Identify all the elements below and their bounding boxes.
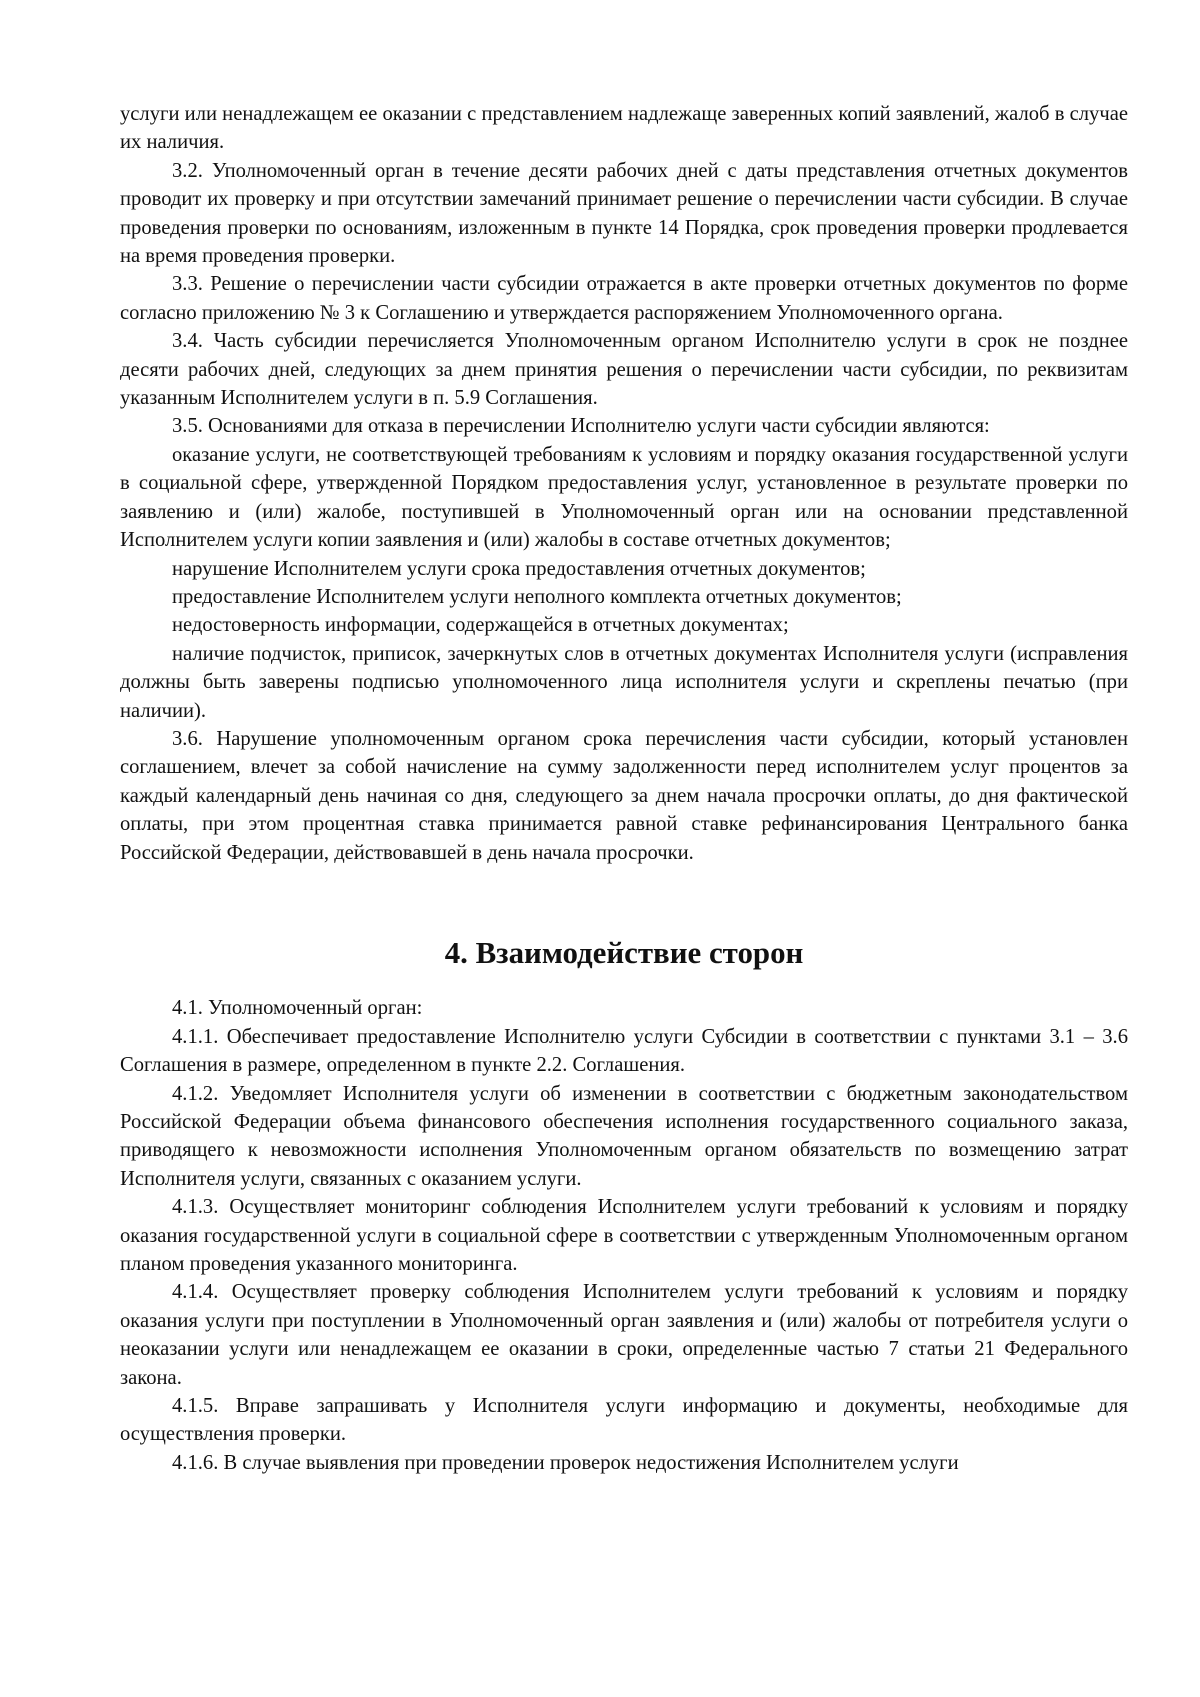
paragraph: услуги или ненадлежащем ее оказании с представлением надлежаще заверенных копий заявлений, жалоб в случае их наличия. bbox=[120, 103, 1128, 154]
section-3-continuation bbox=[120, 100, 1128, 867]
paragraph-4-1-5: 4.1.5. Вправе запрашивать у Исполнителя услуги информацию и документы, необходимые для осуществления проверки. bbox=[120, 1395, 1128, 1446]
paragraph-4-1-1: 4.1.1. Обеспечивает предоставление Исполнителю услуги Субсидии в соответствии с пунктами 3.1 – 3.6 Соглашения в размере, определенном в пункте 2.2. Соглашения. bbox=[120, 1025, 1128, 1077]
paragraph-4-1-2: 4.1.2. Уведомляет Исполнителя услуги об изменении в соответствии с бюджетным законодательством Российской Федерации объема финансового обеспечения исполнения государственного социального заказа, приводящего к невозможности исполнения Уполномоченным органом обязательств по возмещению затрат Исполнителя услуги, связанных с оказанием услуги. bbox=[120, 1082, 1128, 1190]
paragraph-3-4: 3.4. Часть субсидии перечисляется Уполномоченным органом Исполнителю услуги в срок не позднее десяти рабочих дней, следующих за днем принятия решения о перечислении части субсидии, по реквизитам указанным Исполнителем услуги в п. 5.9 Соглашения. bbox=[120, 330, 1128, 410]
paragraph-4-1-6: 4.1.6. В случае выявления при проведении проверок недостижения Исполнителем услуги bbox=[172, 1451, 959, 1474]
paragraph-4-1-4: 4.1.4. Осуществляет проверку соблюдения Исполнителем услуги требований к условиям и порядку оказания услуги при поступлении в Уполномоченный орган заявления и (или) жалобы от потребителя услуги о неоказании услуги или ненадлежащем ее оказании в сроки, определенные частью 7 статьи 21 Федерального закона. bbox=[120, 1281, 1128, 1389]
section-4 bbox=[120, 994, 1128, 1477]
list-item: недостоверность информации, содержащейся в отчетных документах; bbox=[172, 614, 789, 637]
paragraph-4-1: 4.1. Уполномоченный орган: bbox=[172, 997, 423, 1020]
section-heading: 4. Взаимодействие сторон bbox=[444, 934, 804, 970]
paragraph-4-1-3: 4.1.3. Осуществляет мониторинг соблюдения Исполнителем услуги требований к условиям и порядку оказания государственной услуги в социальной сфере в соответствии с утвержденным Уполномоченным органом планом проведения указанного мониторинга. bbox=[120, 1196, 1128, 1276]
paragraph-3-3: 3.3. Решение о перечислении части субсидии отражается в акте проверки отчетных документов по форме согласно приложению № 3 к Соглашению и утверждается распоряжением Уполномоченного органа. bbox=[120, 273, 1128, 324]
list-item: наличие подчисток, приписок, зачеркнутых слов в отчетных документах Исполнителя услуги (исправления должны быть заверены подписью уполномоченного лица исполнителя услуги и скреплены печатью (при наличии). bbox=[120, 642, 1128, 722]
list-item: оказание услуги, не соответствующей требованиям к условиям и порядку оказания государственной услуги в социальной сфере, утвержденной Порядком предоставления услуг, установленное в результате проверки по заявлению и (или) жалобе, поступившей в Уполномоченный орган или на основании представленной Исполнителем услуги копии заявления и (или) жалобы в составе отчетных документов; bbox=[120, 443, 1128, 552]
paragraph-3-6: 3.6. Нарушение уполномоченным органом срока перечисления части субсидии, который установлен соглашением, влечет за собой начисление на сумму задолженности перед исполнителем услуг процентов за каждый календарный день начиная со дня, следующего за днем начала просрочки оплаты, до дня фактической оплаты, при этом процентная ставка принимается равной ставке рефинансирования Центрального банка Российской Федерации, действовавшей в день начала просрочки. bbox=[120, 727, 1128, 864]
paragraph-3-2: 3.2. Уполномоченный орган в течение десяти рабочих дней с даты представления отчетных документов проводит их проверку и при отсутствии замечаний принимает решение о перечислении части субсидии. В случае проведения проверки по основаниям, изложенным в пункте 14 Порядка, срок проведения проверки продлевается на время проведения проверки. bbox=[120, 159, 1128, 268]
list-item: предоставление Исполнителем услуги неполного комплекта отчетных документов; bbox=[172, 585, 902, 608]
list-item: нарушение Исполнителем услуги срока предоставления отчетных документов; bbox=[172, 557, 866, 580]
document-page bbox=[120, 100, 1128, 1477]
paragraph-3-5: 3.5. Основаниями для отказа в перечислении Исполнителю услуги части субсидии являются: bbox=[172, 415, 990, 438]
